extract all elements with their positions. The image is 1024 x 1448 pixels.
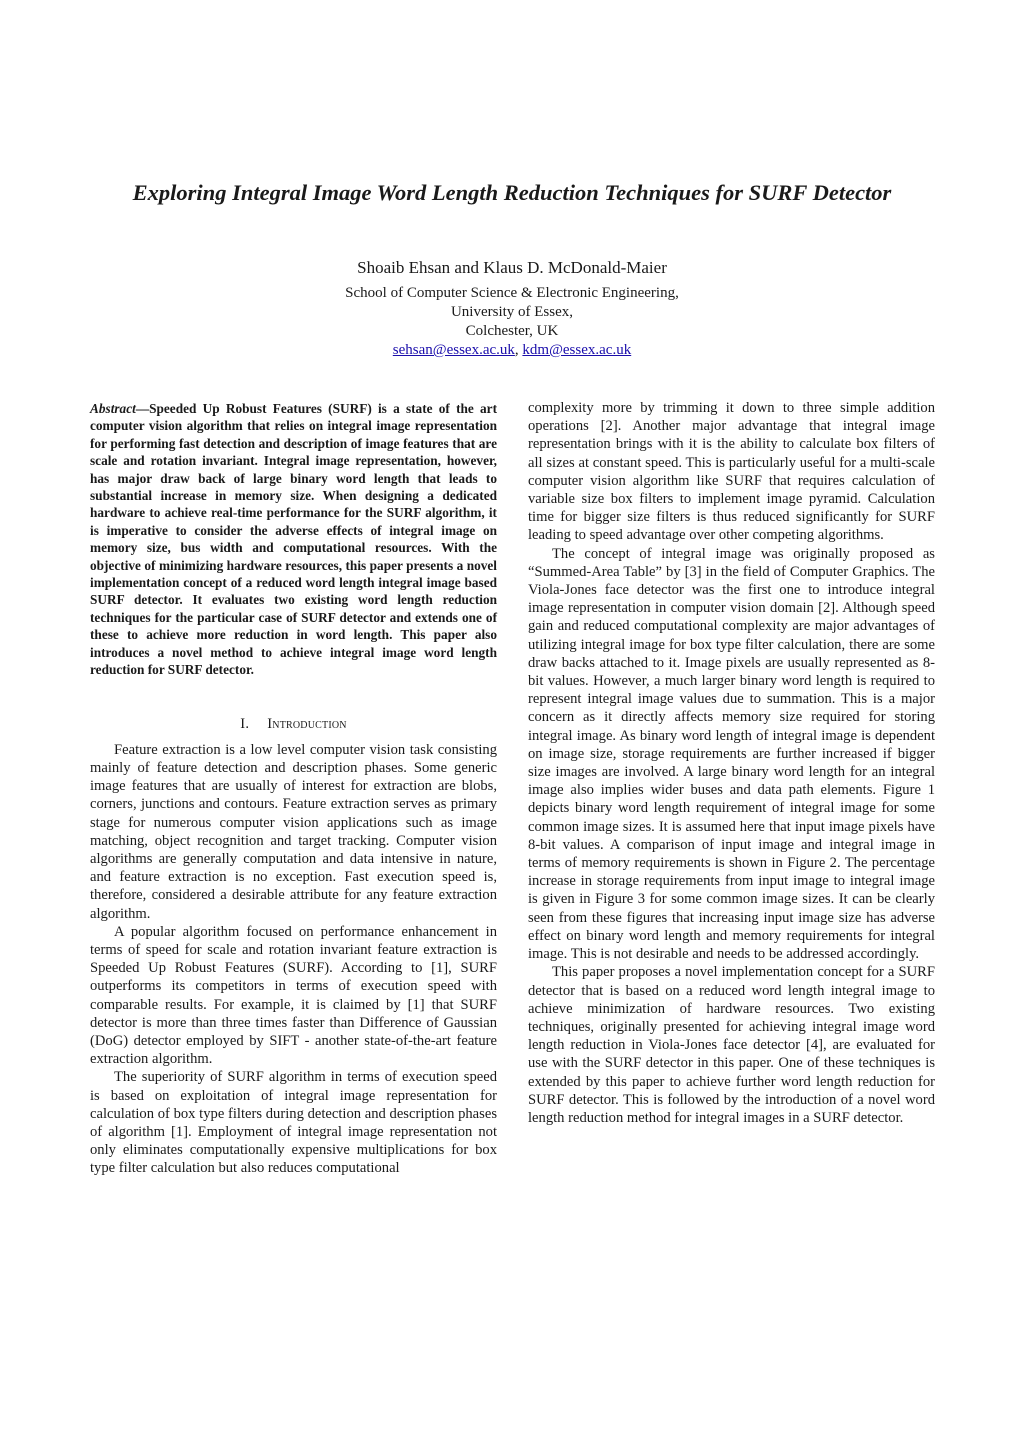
affiliation-line-university: University of Essex,	[450, 304, 574, 320]
abstract-dash: —	[135, 401, 150, 416]
intro-paragraph-3-continued: complexity more by trimming it down to three simple addition operations [2]. Another major advantage that integral image representation brings with it is the ability to calculate box filters of all sizes at constant speed. This is particularly useful for a multi-scale computer vision algorithm like SURF that requires calculation of variable size box filters to implement image pyramid. Calculation time for bigger size filters is thus reduced significantly for SURF leading to speed advantage over other competing algorithms.	[528, 400, 935, 544]
right-column	[528, 399, 935, 1127]
intro-paragraph-1: Feature extraction is a low level computer vision task consisting mainly of feature detection and description phases. Some generic image features that are usually of interest for extraction are blobs, corners, junctions and contours. Feature extraction serves as primary stage for numerous computer vision applications such as image matching, object recognition and target tracking. Computer vision algorithms are generally computation and data intensive in nature, and feature extraction is no exception. Fast execution speed is, therefore, considered a desirable attribute for any feature extraction algorithm.	[90, 741, 497, 922]
email-separator: ,	[514, 342, 523, 358]
abstract-label: Abstract	[90, 401, 136, 416]
abstract-paragraph	[90, 400, 497, 679]
abstract-text: Speeded Up Robust Features (SURF) is a state of the art computer vision algorithm that relies on integral image representation for performing fast detection and description of image features that are scale and rotation invariant. Integral image representation, however, has major draw back of large binary word length that leads to substantial increase in memory size. When designing a dedicated hardware to achieve real-time performance for the SURF algorithm, it is imperative to consider the adverse effects of integral image on memory size, bus width and computational resources. With the objective of minimizing hardware resources, this paper presents a novel implementation concept of a reduced word length integral image based SURF detector. It evaluates two existing word length reduction techniques for the particular case of SURF detector and extends one of these to achieve more reduction in word length. This paper also introduces a novel method to achieve integral image word length reduction for SURF detector.	[90, 401, 497, 678]
section-heading-introduction	[90, 715, 497, 733]
affiliation-line-school: School of Computer Science & Electronic Engineering,	[345, 285, 679, 301]
affiliation-block	[0, 284, 1024, 360]
author-names: Shoaib Ehsan and Klaus D. McDonald-Maier	[357, 258, 667, 277]
email-link-sehsan[interactable]: sehsan@essex.ac.uk	[392, 342, 515, 358]
email-link-kdm[interactable]: kdm@essex.ac.uk	[522, 342, 632, 358]
section-number: I.	[240, 715, 250, 732]
intro-paragraph-5: This paper proposes a novel implementation concept for a SURF detector that is based on a reduced word length integral image to achieve minimization of hardware resources. Two existing techniques, originally presented for achieving integral image word length reduction in Viola-Jones face detector [4], are evaluated for use with the SURF detector in this paper. One of these techniques is extended by this paper to achieve further word length reduction for SURF detector. This is followed by the introduction of a novel word length reduction method for integral images in a SURF detector.	[528, 964, 935, 1126]
section-title: Introduction	[267, 715, 347, 732]
left-column	[90, 400, 497, 1178]
intro-paragraph-2: A popular algorithm focused on performance enhancement in terms of speed for scale and rotation invariant feature extraction is Speeded Up Robust Features (SURF). According to [1], SURF outperforms its competitors in terms of execution speed with comparable results. For example, it is claimed by [1] that SURF detector is more than three times faster than Difference of Gaussian (DoG) detector employed by SIFT - another state-of-the-art feature extraction algorithm.	[90, 923, 497, 1068]
intro-paragraph-4: The concept of integral image was originally proposed as “Summed-Area Table” by [3] in the field of Computer Graphics. The Viola-Jones face detector was the first one to introduce integral image representation in computer vision domain [2]. Although speed gain and reduced computational complexity are major advantages of utilizing integral image for box type filter calculation, there are some draw backs attached to it. Image pixels are usually represented as 8-bit values. However, a much larger binary word length is required to represent integral image values due to summation. This is a major concern as it directly affects memory size required for storing integral image. As binary word length of integral image is dependent on image size, storage requirements are further increased if bigger size images are involved. A large binary word length for an integral image also implies wider buses and data path elements. Figure 1 depicts binary word length requirement of integral image for some common image sizes. It is assumed here that input image pixels have 8-bit values. A comparison of input image and integral image in terms of memory requirements is shown in Figure 2. The percentage increase in storage requirements from input image to integral image is given in Figure 3 for some common image sizes. It can be clearly seen from these figures that increasing input image size has adverse effect on binary word length and memory requirements for integral image. This is not desirable and needs to be addressed accordingly.	[528, 545, 935, 963]
email-line	[0, 341, 1024, 360]
paper-title: Exploring Integral Image Word Length Reduction Techniques for SURF Detector	[132, 180, 892, 205]
intro-paragraph-3: The superiority of SURF algorithm in terms of execution speed is based on exploitation of integral image representation for calculation of box type filters during detection and description phases of algorithm [1]. Employment of integral image representation not only eliminates computationally expensive multiplications for box type filter calculation but also reduces computational	[90, 1069, 497, 1177]
affiliation-line-location: Colchester, UK	[465, 323, 559, 339]
